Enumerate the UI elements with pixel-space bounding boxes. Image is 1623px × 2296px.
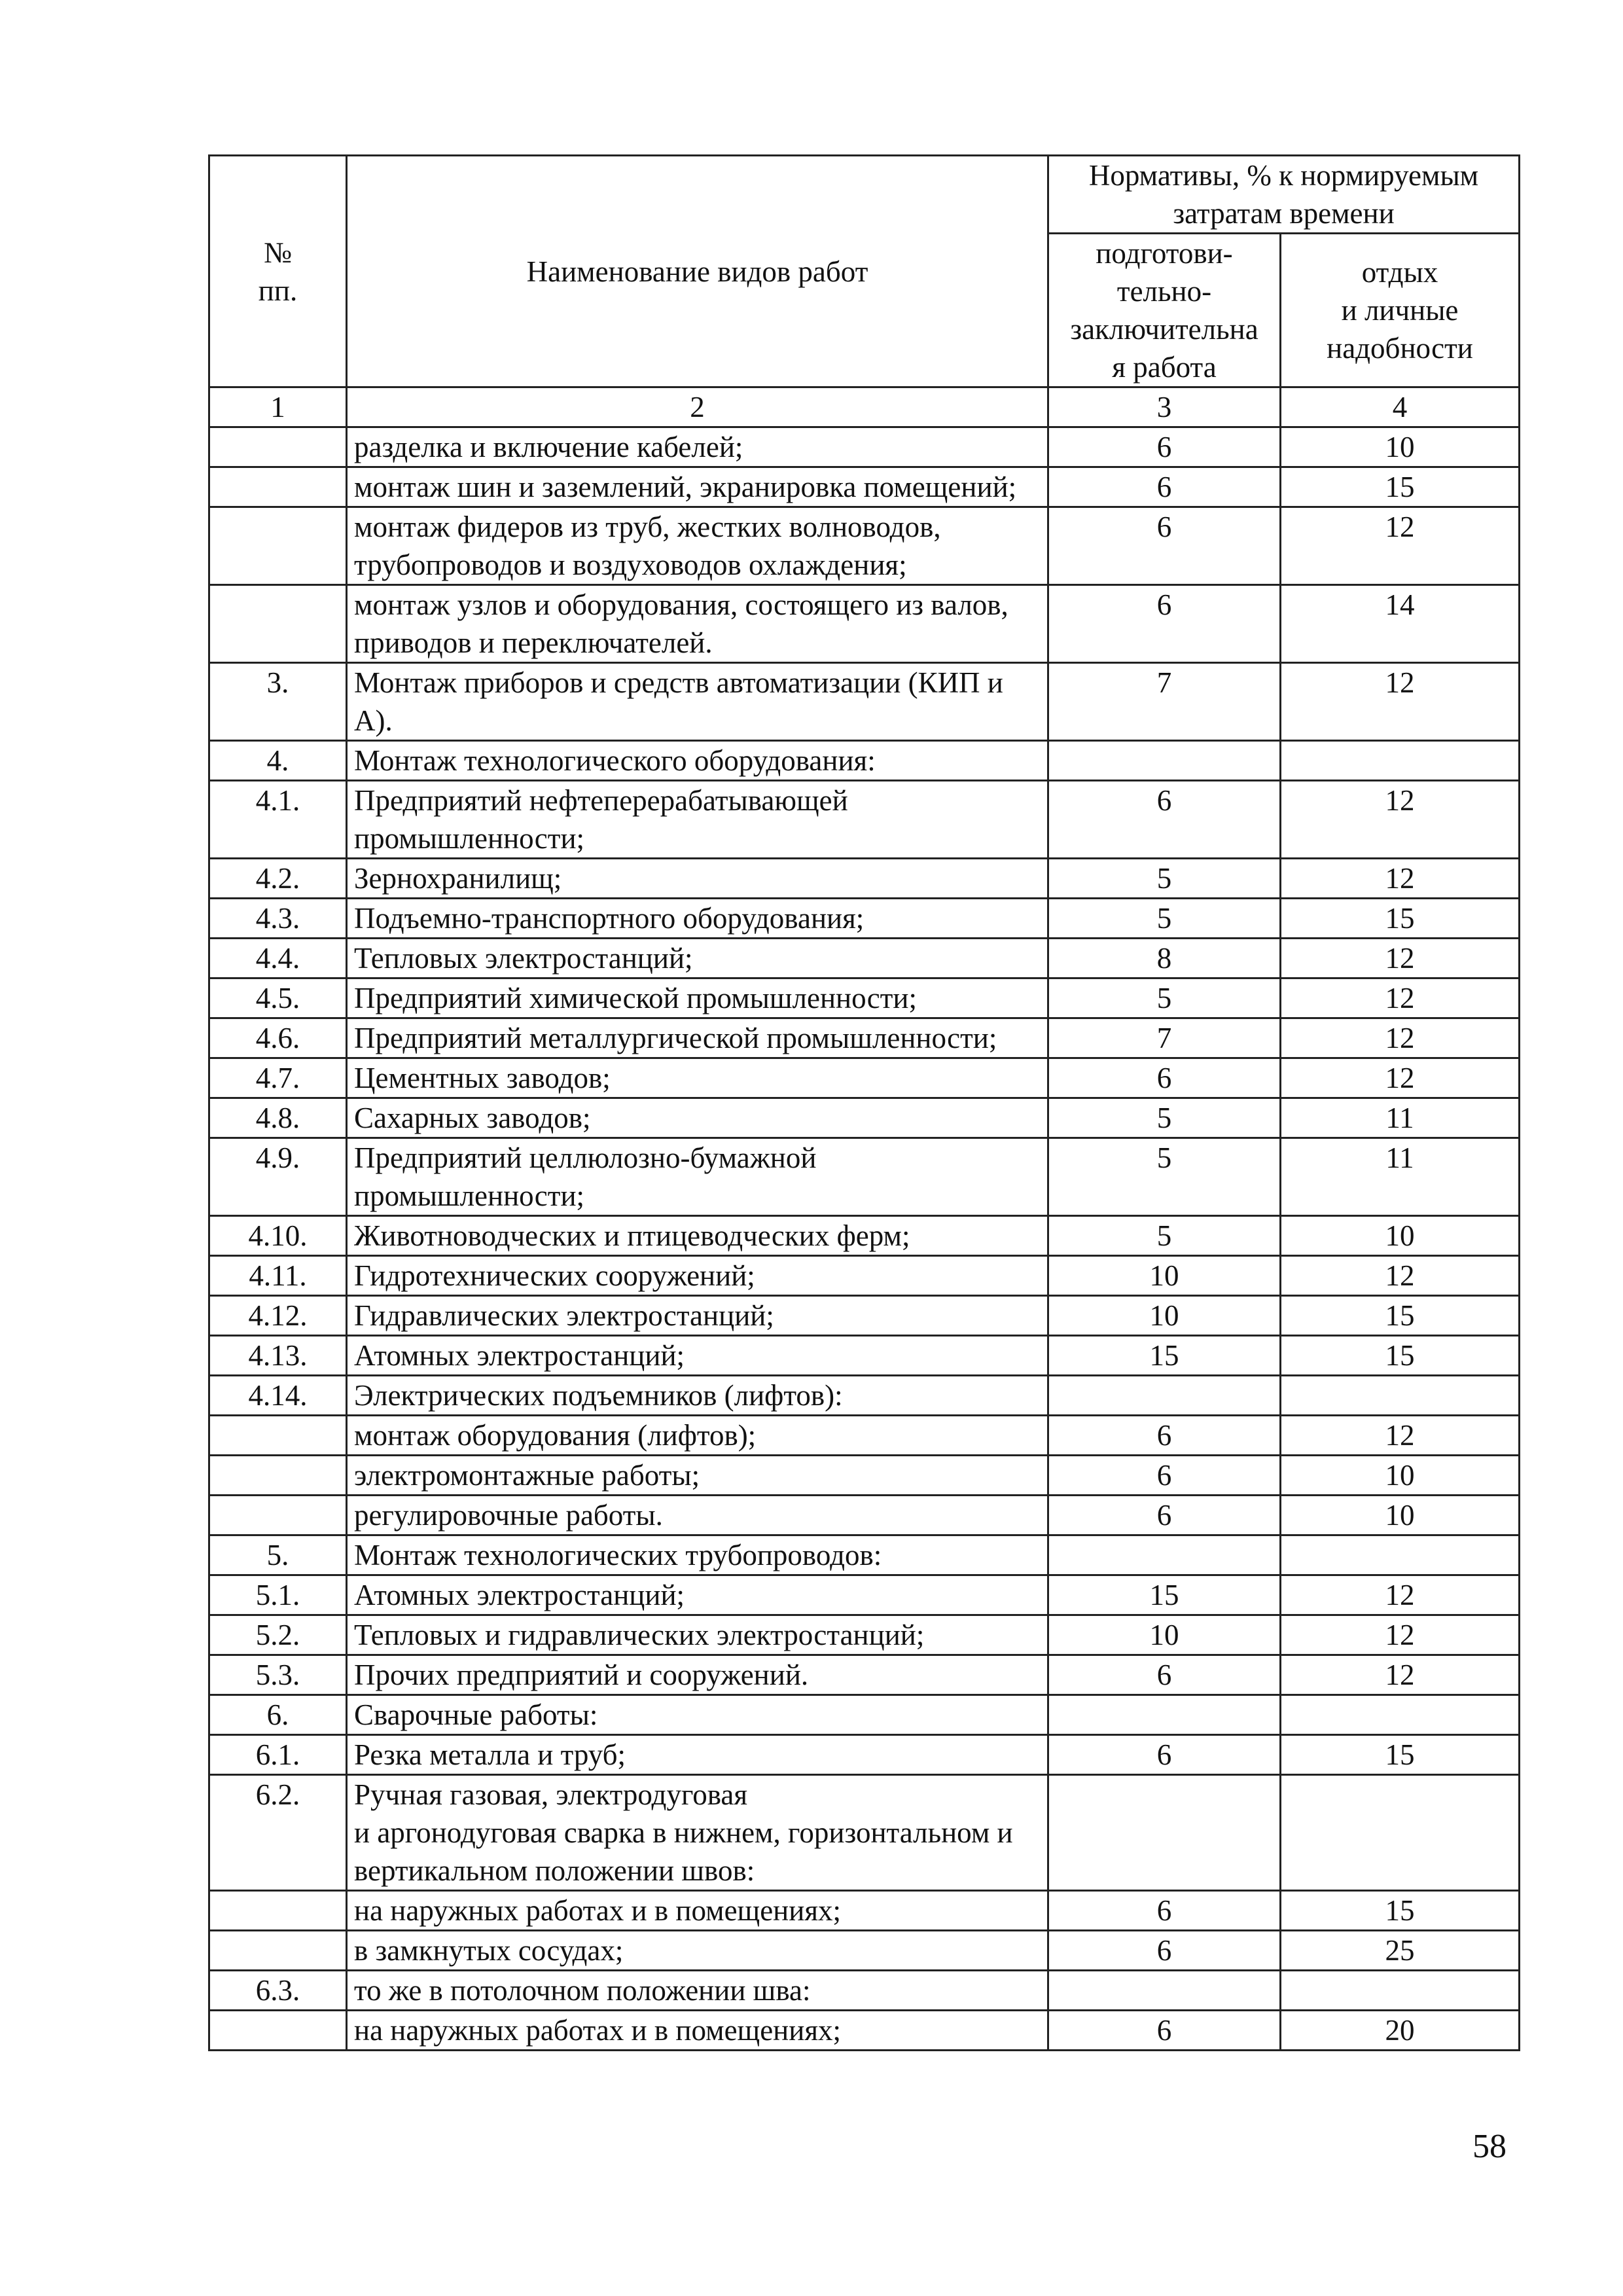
- work-name: Сварочные работы:: [347, 1695, 1048, 1735]
- prep-percent: 15: [1048, 1575, 1281, 1615]
- prep-percent: [1048, 1775, 1281, 1891]
- row-number: [209, 1416, 347, 1456]
- work-name: разделка и включение кабелей;: [347, 427, 1048, 467]
- column-numbers-row: [209, 387, 1520, 427]
- rest-percent: 11: [1281, 1098, 1520, 1138]
- work-name: Подъемно-транспортного оборудования;: [347, 899, 1048, 939]
- rest-percent: [1281, 1695, 1520, 1735]
- work-name: Электрических подъемников (лифтов):: [347, 1376, 1048, 1416]
- rest-percent: 12: [1281, 1615, 1520, 1655]
- work-name: Монтаж технологических трубопроводов:: [347, 1535, 1048, 1575]
- column-number: 1: [209, 387, 347, 427]
- table-row: [209, 1535, 1520, 1575]
- prep-percent: 10: [1048, 1256, 1281, 1296]
- row-number: 3.: [209, 663, 347, 741]
- prep-percent: 6: [1048, 1891, 1281, 1931]
- work-name: Резка металла и труб;: [347, 1735, 1048, 1775]
- work-name: Сахарных заводов;: [347, 1098, 1048, 1138]
- table-row: [209, 1891, 1520, 1931]
- column-number: 2: [347, 387, 1048, 427]
- rest-percent: 15: [1281, 1296, 1520, 1336]
- header-num: № пп.: [209, 156, 347, 387]
- prep-percent: [1048, 1971, 1281, 2011]
- row-number: 6.3.: [209, 1971, 347, 2011]
- rest-percent: [1281, 1376, 1520, 1416]
- work-name: Предприятий металлургической промышленности;: [347, 1018, 1048, 1058]
- table-row: [209, 1296, 1520, 1336]
- prep-percent: 10: [1048, 1296, 1281, 1336]
- row-number: 4.10.: [209, 1216, 347, 1256]
- row-number: 4.: [209, 741, 347, 781]
- prep-percent: 7: [1048, 663, 1281, 741]
- prep-percent: 6: [1048, 781, 1281, 859]
- table-row: [209, 507, 1520, 585]
- header-rest: отдых и личные надобности: [1281, 234, 1520, 387]
- work-name: монтаж узлов и оборудования, состоящего из валов, приводов и переключателей.: [347, 585, 1048, 663]
- rest-percent: 11: [1281, 1138, 1520, 1216]
- row-number: [209, 1496, 347, 1535]
- table-row: [209, 1098, 1520, 1138]
- row-number: 4.12.: [209, 1296, 347, 1336]
- row-number: 4.5.: [209, 978, 347, 1018]
- rest-percent: 12: [1281, 939, 1520, 978]
- work-name: монтаж фидеров из труб, жестких волноводов, трубопроводов и воздуховодов охлаждения;: [347, 507, 1048, 585]
- table-row: [209, 1496, 1520, 1535]
- prep-percent: 7: [1048, 1018, 1281, 1058]
- row-number: 4.6.: [209, 1018, 347, 1058]
- prep-percent: 6: [1048, 1931, 1281, 1971]
- work-name: Тепловых электростанций;: [347, 939, 1048, 978]
- work-name: то же в потолочном положении шва:: [347, 1971, 1048, 2011]
- page-number: 58: [1472, 2128, 1507, 2165]
- rest-percent: 12: [1281, 1655, 1520, 1695]
- prep-percent: 6: [1048, 1735, 1281, 1775]
- prep-percent: 6: [1048, 1496, 1281, 1535]
- table-row: [209, 978, 1520, 1018]
- work-name: Монтаж технологического оборудования:: [347, 741, 1048, 781]
- table-row: [209, 427, 1520, 467]
- prep-percent: 6: [1048, 507, 1281, 585]
- work-name: Атомных электростанций;: [347, 1336, 1048, 1376]
- work-name: Предприятий нефтеперерабатывающей промышленности;: [347, 781, 1048, 859]
- prep-percent: 6: [1048, 585, 1281, 663]
- work-name: Животноводческих и птицеводческих ферм;: [347, 1216, 1048, 1256]
- table-row: [209, 1655, 1520, 1695]
- work-name: электромонтажные работы;: [347, 1456, 1048, 1496]
- header-prep: подготови- тельно- заключительна я работа: [1048, 234, 1281, 387]
- row-number: 5.2.: [209, 1615, 347, 1655]
- prep-percent: 5: [1048, 859, 1281, 899]
- rest-percent: [1281, 741, 1520, 781]
- table-row: [209, 1256, 1520, 1296]
- rest-percent: 12: [1281, 663, 1520, 741]
- prep-percent: 6: [1048, 1456, 1281, 1496]
- row-number: 6.1.: [209, 1735, 347, 1775]
- rest-percent: [1281, 1535, 1520, 1575]
- row-number: [209, 1456, 347, 1496]
- rest-percent: [1281, 1775, 1520, 1891]
- table-row: [209, 859, 1520, 899]
- norms-table: [208, 154, 1520, 2051]
- row-number: 4.4.: [209, 939, 347, 978]
- row-number: 4.11.: [209, 1256, 347, 1296]
- table-row: [209, 1058, 1520, 1098]
- rest-percent: 10: [1281, 1216, 1520, 1256]
- prep-percent: 5: [1048, 899, 1281, 939]
- row-number: [209, 1931, 347, 1971]
- work-name: на наружных работах и в помещениях;: [347, 2011, 1048, 2051]
- work-name: Прочих предприятий и сооружений.: [347, 1655, 1048, 1695]
- rest-percent: 12: [1281, 781, 1520, 859]
- work-name: Ручная газовая, электродуговая и аргонодуговая сварка в нижнем, горизонтальном и вертикальном положении швов:: [347, 1775, 1048, 1891]
- rest-percent: 10: [1281, 1496, 1520, 1535]
- table-row: [209, 1138, 1520, 1216]
- row-number: 4.3.: [209, 899, 347, 939]
- row-number: 4.2.: [209, 859, 347, 899]
- rest-percent: 12: [1281, 1416, 1520, 1456]
- rest-percent: 15: [1281, 1336, 1520, 1376]
- work-name: Атомных электростанций;: [347, 1575, 1048, 1615]
- rest-percent: 12: [1281, 507, 1520, 585]
- table-row: [209, 1216, 1520, 1256]
- table-row: [209, 1018, 1520, 1058]
- table-row: [209, 741, 1520, 781]
- work-name: Предприятий целлюлозно-бумажной промышленности;: [347, 1138, 1048, 1216]
- rest-percent: 12: [1281, 1575, 1520, 1615]
- row-number: 4.1.: [209, 781, 347, 859]
- rest-percent: 12: [1281, 1058, 1520, 1098]
- work-name: в замкнутых сосудах;: [347, 1931, 1048, 1971]
- row-number: [209, 1891, 347, 1931]
- table-row: [209, 781, 1520, 859]
- row-number: 5.: [209, 1535, 347, 1575]
- row-number: [209, 585, 347, 663]
- prep-percent: 6: [1048, 467, 1281, 507]
- work-name: Цементных заводов;: [347, 1058, 1048, 1098]
- rest-percent: 15: [1281, 899, 1520, 939]
- table-row: [209, 2011, 1520, 2051]
- table-row: [209, 663, 1520, 741]
- rest-percent: 10: [1281, 427, 1520, 467]
- table-row: [209, 1735, 1520, 1775]
- prep-percent: 6: [1048, 1416, 1281, 1456]
- column-number: 3: [1048, 387, 1281, 427]
- rest-percent: 15: [1281, 1735, 1520, 1775]
- table-row: [209, 1575, 1520, 1615]
- table-row: [209, 1775, 1520, 1891]
- prep-percent: [1048, 1535, 1281, 1575]
- row-number: 4.13.: [209, 1336, 347, 1376]
- work-name: монтаж оборудования (лифтов);: [347, 1416, 1048, 1456]
- prep-percent: 6: [1048, 2011, 1281, 2051]
- work-name: на наружных работах и в помещениях;: [347, 1891, 1048, 1931]
- work-name: Предприятий химической промышленности;: [347, 978, 1048, 1018]
- row-number: 4.14.: [209, 1376, 347, 1416]
- rest-percent: 14: [1281, 585, 1520, 663]
- table-row: [209, 467, 1520, 507]
- rest-percent: 15: [1281, 1891, 1520, 1931]
- prep-percent: 5: [1048, 978, 1281, 1018]
- row-number: [209, 427, 347, 467]
- rest-percent: 12: [1281, 1018, 1520, 1058]
- row-number: 5.1.: [209, 1575, 347, 1615]
- table-row: [209, 899, 1520, 939]
- row-number: 6.2.: [209, 1775, 347, 1891]
- row-number: 6.: [209, 1695, 347, 1735]
- row-number: [209, 2011, 347, 2051]
- prep-percent: 5: [1048, 1216, 1281, 1256]
- prep-percent: 6: [1048, 1655, 1281, 1695]
- work-name: Тепловых и гидравлических электростанций;: [347, 1615, 1048, 1655]
- rest-percent: 10: [1281, 1456, 1520, 1496]
- rest-percent: 15: [1281, 467, 1520, 507]
- work-name: Гидравлических электростанций;: [347, 1296, 1048, 1336]
- table-row: [209, 939, 1520, 978]
- column-number: 4: [1281, 387, 1520, 427]
- rest-percent: 12: [1281, 859, 1520, 899]
- row-number: [209, 507, 347, 585]
- work-name: Гидротехнических сооружений;: [347, 1256, 1048, 1296]
- prep-percent: 15: [1048, 1336, 1281, 1376]
- prep-percent: [1048, 1695, 1281, 1735]
- table-row: [209, 1931, 1520, 1971]
- table-row: [209, 1695, 1520, 1735]
- header-name: Наименование видов работ: [347, 156, 1048, 387]
- row-number: [209, 467, 347, 507]
- header-norms-group: Нормативы, % к нормируемым затратам времени: [1048, 156, 1520, 234]
- work-name: Зернохранилищ;: [347, 859, 1048, 899]
- prep-percent: 6: [1048, 1058, 1281, 1098]
- rest-percent: 12: [1281, 978, 1520, 1018]
- prep-percent: 5: [1048, 1138, 1281, 1216]
- table-row: [209, 1456, 1520, 1496]
- rest-percent: 20: [1281, 2011, 1520, 2051]
- table-row: [209, 585, 1520, 663]
- row-number: 4.8.: [209, 1098, 347, 1138]
- rest-percent: 12: [1281, 1256, 1520, 1296]
- rest-percent: [1281, 1971, 1520, 2011]
- prep-percent: 5: [1048, 1098, 1281, 1138]
- rest-percent: 25: [1281, 1931, 1520, 1971]
- row-number: 4.9.: [209, 1138, 347, 1216]
- prep-percent: 8: [1048, 939, 1281, 978]
- prep-percent: 10: [1048, 1615, 1281, 1655]
- table-row: [209, 1416, 1520, 1456]
- prep-percent: [1048, 1376, 1281, 1416]
- work-name: регулировочные работы.: [347, 1496, 1048, 1535]
- work-name: монтаж шин и заземлений, экранировка помещений;: [347, 467, 1048, 507]
- table-row: [209, 1615, 1520, 1655]
- row-number: 5.3.: [209, 1655, 347, 1695]
- table-row: [209, 1971, 1520, 2011]
- row-number: 4.7.: [209, 1058, 347, 1098]
- work-name: Монтаж приборов и средств автоматизации (КИП и А).: [347, 663, 1048, 741]
- table-row: [209, 1376, 1520, 1416]
- prep-percent: [1048, 741, 1281, 781]
- table-row: [209, 1336, 1520, 1376]
- prep-percent: 6: [1048, 427, 1281, 467]
